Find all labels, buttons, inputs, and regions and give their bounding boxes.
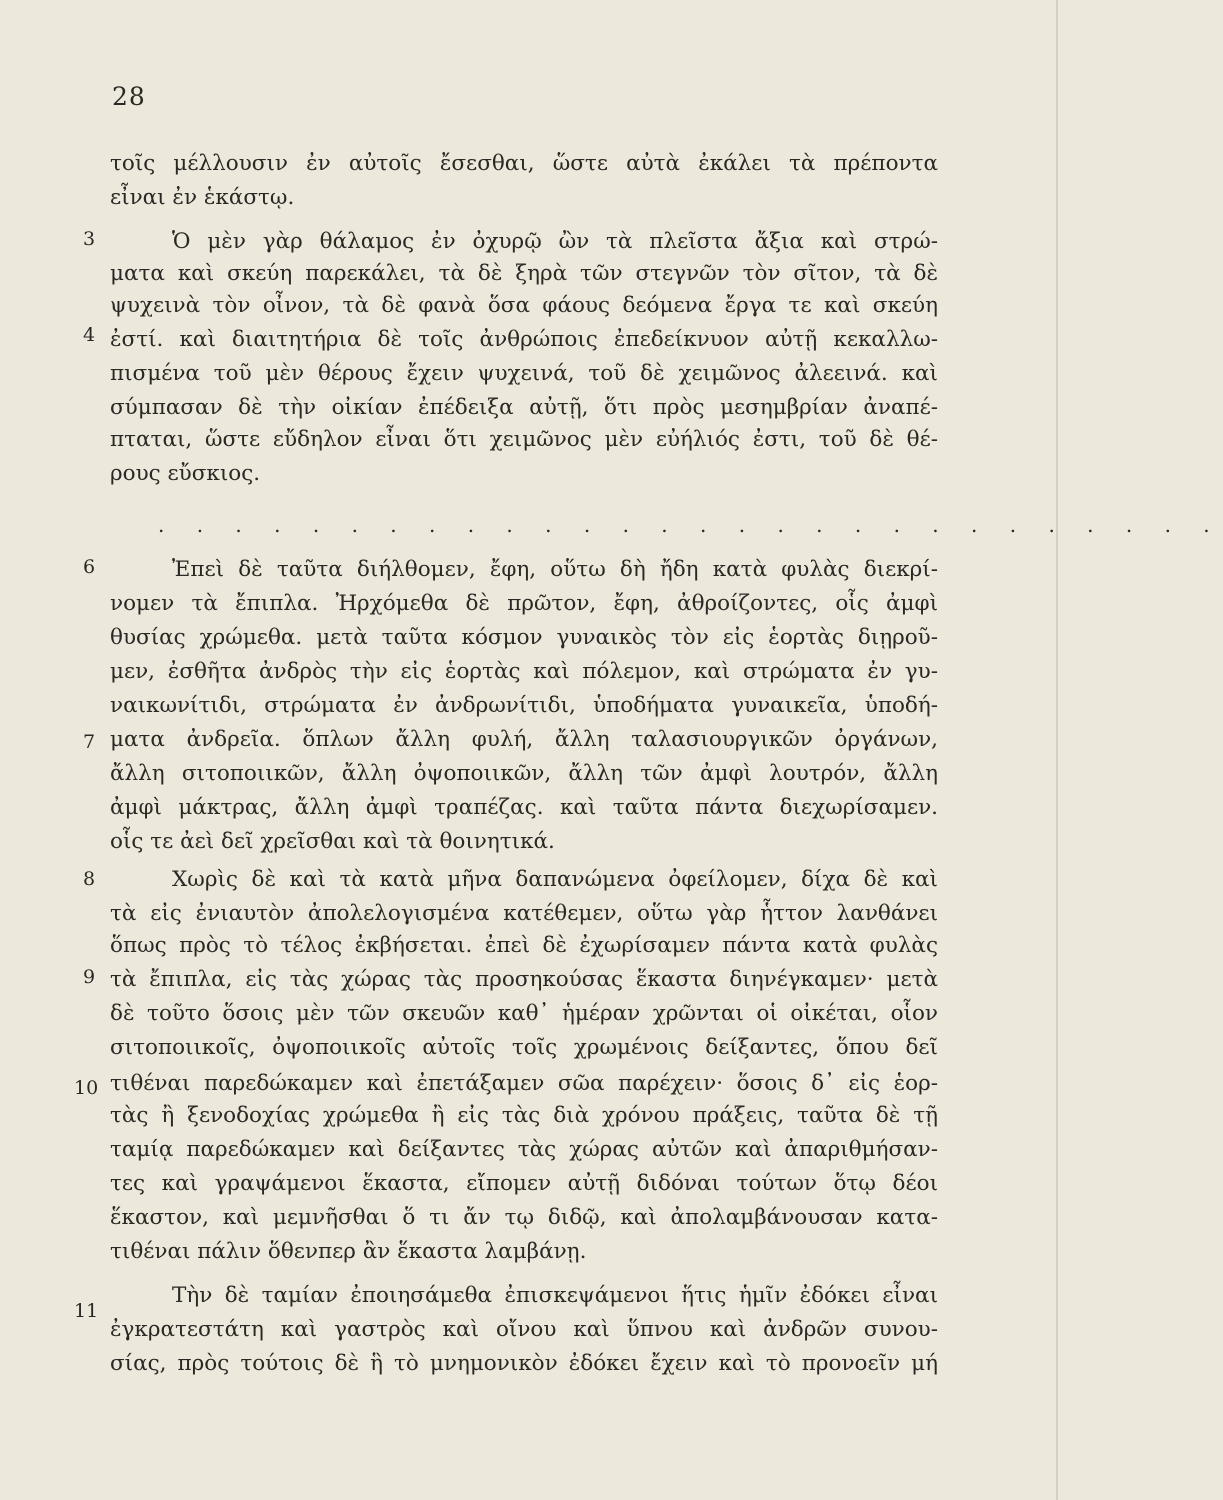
- text-line: τὰ ἔπιπλα, εἰς τὰς χώρας τὰς προσηκούσας ἕκαστα διηνέγκαμεν· μετὰ: [110, 967, 938, 992]
- section-number-3: 3: [82, 228, 96, 250]
- text-line: Χωρὶς δὲ καὶ τὰ κατὰ μῆνα δαπανώμενα ὀφείλομεν, δίχα δὲ καὶ: [172, 867, 938, 892]
- section-number-9: 9: [82, 966, 96, 988]
- text-line: ἐγκρατεστάτη καὶ γαστρὸς καὶ οἴνου καὶ ὕπνου καὶ ἀνδρῶν συνου-: [110, 1317, 938, 1342]
- text-line: Τὴν δὲ ταμίαν ἐποιησάμεθα ἐπισκεψάμενοι ἥτις ἡμῖν ἐδόκει εἶναι: [172, 1283, 938, 1308]
- section-number-11: 11: [74, 1300, 99, 1322]
- text-line: ρους εὔσκιος.: [110, 461, 261, 486]
- text-line: δὲ τοῦτο ὅσοις μὲν τῶν σκευῶν καθ᾿ ἡμέραν χρῶνται οἱ οἰκέται, οἷον: [110, 1001, 938, 1026]
- page-number: 28: [112, 82, 146, 111]
- text-line: πισμένα τοῦ μὲν θέρους ἔχειν ψυχεινά, τοῦ δὲ χειμῶνος ἀλεεινά. καὶ: [110, 361, 938, 386]
- text-line: ἕκαστον, καὶ μεμνῆσθαι ὅ τι ἄν τῳ διδῷ, καὶ ἀπολαμβάνουσαν κατα-: [110, 1205, 938, 1230]
- text-line: ναικωνίτιδι, στρώματα ἐν ἀνδρωνίτιδι, ὑποδήματα γυναικεῖα, ὑποδή-: [110, 693, 938, 718]
- text-line: σιτοποιικοῖς, ὀψοποιικοῖς αὐτοῖς τοῖς χρωμένοις δείξαντες, ὅπου δεῖ: [110, 1035, 938, 1060]
- text-line: πταται, ὥστε εὔδηλον εἶναι ὅτι χειμῶνος μὲν εὐήλιός ἐστι, τοῦ δὲ θέ-: [110, 427, 938, 452]
- text-line: τες καὶ γραψάμενοι ἕκαστα, εἴπομεν αὐτῇ διδόναι τούτων ὅτῳ δέοι: [110, 1171, 938, 1196]
- text-line: ἀμφὶ μάκτρας, ἄλλη ἀμφὶ τραπέζας. καὶ ταῦτα πάντα διεχωρίσαμεν.: [110, 795, 938, 820]
- text-line: οἷς τε ἀεὶ δεῖ χρεῖσθαι καὶ τὰ θοινητικά.: [110, 829, 555, 854]
- text-line: τιθέναι παρεδώκαμεν καὶ ἐπετάξαμεν σῶα παρέχειν· ὅσοις δ᾿ εἰς ἑορ-: [110, 1071, 938, 1096]
- text-line: ἄλλη σιτοποιικῶν, ἄλλη ὀψοποιικῶν, ἄλλη τῶν ἀμφὶ λουτρόν, ἄλλη: [110, 761, 938, 786]
- section-number-4: 4: [82, 324, 96, 346]
- text-line: ψυχεινὰ τὸν οἶνον, τὰ δὲ φανὰ ὅσα φάους δεόμενα ἔργα τε καὶ σκεύη: [110, 293, 938, 318]
- text-line: ἐστί. καὶ διαιτητήρια δὲ τοῖς ἀνθρώποις ἐπεδείκνυον αὐτῇ κεκαλλω-: [110, 327, 938, 352]
- text-line: ματα ἀνδρεῖα. ὅπλων ἄλλη φυλή, ἄλλη ταλασιουργικῶν ὀργάνων,: [110, 727, 938, 752]
- text-line: Ὁ μὲν γὰρ θάλαμος ἐν ὀχυρῷ ὢν τὰ πλεῖστα ἄξια καὶ στρώ-: [172, 229, 938, 254]
- text-line: τὰ εἰς ἐνιαυτὸν ἀπολελογισμένα κατέθεμεν, οὕτω γὰρ ἧττον λανθάνει: [110, 901, 938, 926]
- section-number-6: 6: [82, 556, 96, 578]
- text-line: ταμίᾳ παρεδώκαμεν καὶ δείξαντες τὰς χώρας αὐτῶν καὶ ἀπαριθμήσαν-: [110, 1137, 938, 1162]
- text-line: τὰς ἢ ξενοδοχίας χρώμεθα ἢ εἰς τὰς διὰ χρόνου πράξεις, ταῦτα δὲ τῇ: [110, 1103, 938, 1128]
- separator-dots: . . . . . . . . . . . . . . . . . . . . . . . . . . . .: [158, 513, 1223, 537]
- text-line: μεν, ἐσθῆτα ἀνδρὸς τὴν εἰς ἑορτὰς καὶ πόλεμον, καὶ στρώματα ἐν γυ-: [110, 659, 938, 684]
- text-line: Ἐπεὶ δὲ ταῦτα διήλθομεν, ἔφη, οὕτω δὴ ἤδη κατὰ φυλὰς διεκρί-: [172, 557, 938, 582]
- page-edge: [1056, 0, 1058, 1500]
- text-line: εἶναι ἐν ἑκάστῳ.: [110, 185, 295, 210]
- section-number-8: 8: [82, 868, 96, 890]
- section-number-7: 7: [82, 731, 96, 753]
- text-line: σύμπασαν δὲ τὴν οἰκίαν ἐπέδειξα αὐτῇ, ὅτι πρὸς μεσημβρίαν ἀναπέ-: [110, 395, 938, 420]
- text-line: τοῖς μέλλουσιν ἐν αὐτοῖς ἔσεσθαι, ὥστε αὐτὰ ἐκάλει τὰ πρέποντα: [110, 151, 938, 176]
- text-line: θυσίας χρώμεθα. μετὰ ταῦτα κόσμον γυναικὸς τὸν εἰς ἑορτὰς διῃροῦ-: [110, 625, 938, 650]
- text-line: ὅπως πρὸς τὸ τέλος ἐκβήσεται. ἐπεὶ δὲ ἐχωρίσαμεν πάντα κατὰ φυλὰς: [110, 933, 938, 958]
- text-line: ματα καὶ σκεύη παρεκάλει, τὰ δὲ ξηρὰ τῶν στεγνῶν τὸν σῖτον, τὰ δὲ: [110, 261, 938, 286]
- text-line: σίας, πρὸς τούτοις δὲ ἣ τὸ μνημονικὸν ἐδόκει ἔχειν καὶ τὸ προνοεῖν μή: [110, 1351, 938, 1376]
- section-number-10: 10: [74, 1077, 99, 1099]
- text-line: τιθέναι πάλιν ὅθενπερ ἂν ἕκαστα λαμβάνῃ.: [110, 1239, 587, 1264]
- text-line: νομεν τὰ ἔπιπλα. Ἠρχόμεθα δὲ πρῶτον, ἔφη, ἀθροίζοντες, οἷς ἀμφὶ: [110, 591, 938, 616]
